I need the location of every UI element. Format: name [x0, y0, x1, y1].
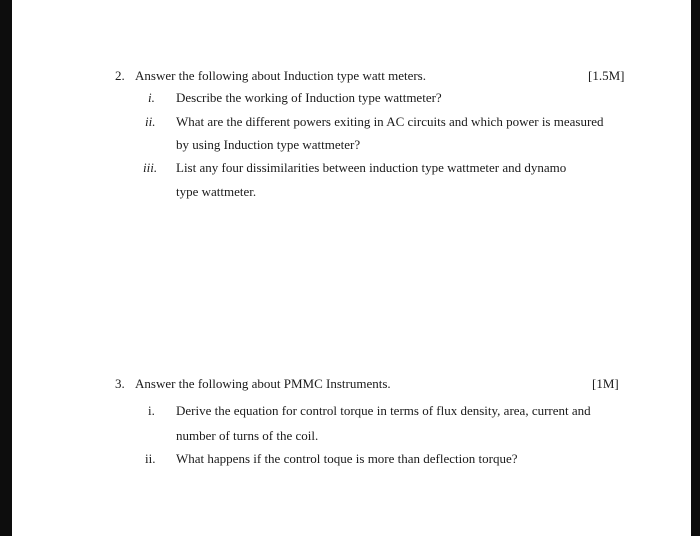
item-numeral: ii. — [145, 451, 156, 466]
item-text: What happens if the control toque is more than deflection torque? — [176, 451, 518, 466]
photo-edge-left — [0, 0, 12, 536]
item-numeral: ii. — [145, 114, 156, 129]
photo-edge-right — [691, 0, 700, 536]
item-text-continued: by using Induction type wattmeter? — [176, 137, 361, 152]
item-text: List any four dissimilarities between induction type wattmeter and dynamo — [176, 160, 567, 175]
question-heading: Answer the following about Induction type watt meters. — [135, 68, 426, 83]
item-text: What are the different powers exiting in AC circuits and which power is measured — [176, 114, 604, 129]
question-number: 2. — [115, 68, 125, 83]
question-heading: Answer the following about PMMC Instruments. — [135, 376, 391, 391]
item-numeral: i. — [148, 403, 155, 418]
item-numeral: iii. — [143, 160, 158, 175]
item-text: Describe the working of Induction type wattmeter? — [176, 90, 442, 105]
item-text: Derive the equation for control torque in terms of flux density, area, current and — [176, 403, 591, 418]
item-numeral: i. — [148, 90, 155, 105]
question-marks: [1M] — [592, 376, 619, 391]
item-text-continued: type wattmeter. — [176, 184, 257, 199]
item-text-continued: number of turns of the coil. — [176, 428, 319, 443]
question-marks: [1.5M] — [588, 68, 625, 83]
question-number: 3. — [115, 376, 125, 391]
